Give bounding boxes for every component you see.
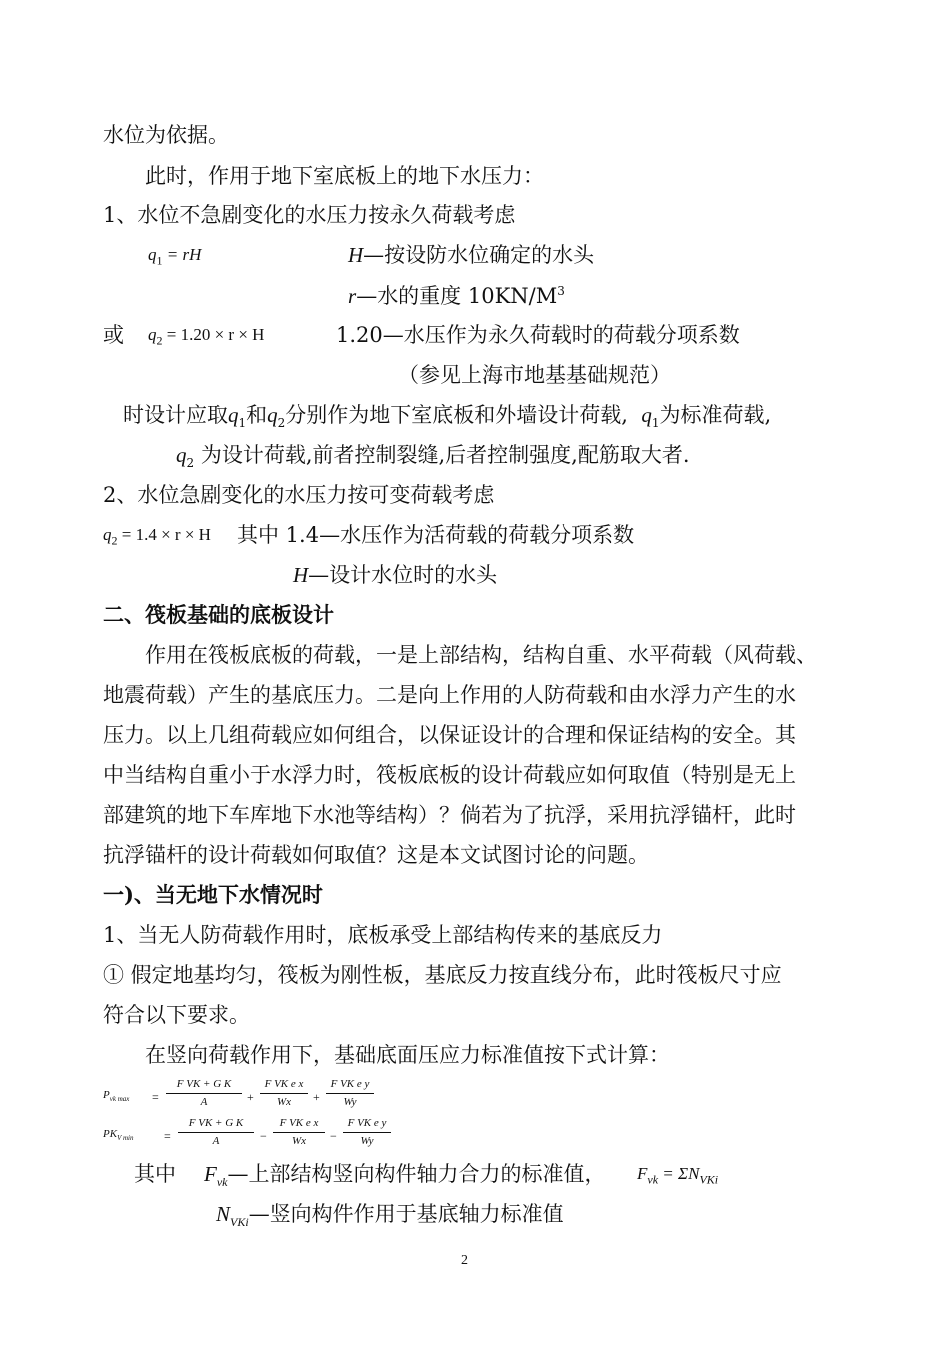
fraction-moment-y: F VK e y Wy: [343, 1116, 391, 1149]
formula-Fvk-sum: $F_{vk} = \Sigma N_{VKi}$: [637, 1164, 719, 1187]
paragraph-line: 抗浮锚杆的设计荷载如何取值？这是本文试图讨论的问题。: [103, 843, 649, 867]
text-line: 1、水位不急剧变化的水压力按永久荷载考虑: [103, 203, 516, 227]
definition-1-20: 1.20—水压作为永久荷载时的荷载分项系数: [336, 323, 740, 347]
where-label: 其中: [134, 1162, 176, 1186]
text-line: 符合以下要求。: [103, 1003, 250, 1027]
or-label: 或: [103, 323, 124, 347]
text-line: 此时，作用于地下室底板上的地下水压力：: [145, 164, 544, 188]
formula-pmin-label: $PK_{V min}$: [103, 1128, 134, 1143]
formula-q1: $q_1$ = rH: [148, 245, 202, 268]
formula-pmax-label: $P_{vk max}$: [103, 1089, 130, 1104]
fraction-moment-x: F VK e x Wx: [260, 1077, 308, 1110]
minus-sign: −: [260, 1129, 267, 1143]
section-heading: 二、筏板基础的底板设计: [103, 602, 334, 627]
subsection-heading: 一)、当无地下水情况时: [103, 882, 323, 907]
fraction-moment-y: F VK e y Wy: [326, 1077, 374, 1110]
definition-r: r—水的重度 $10KN/M^3$: [348, 284, 565, 308]
paragraph-line: 部建筑的地下车库地下水池等结构）？倘若为了抗浮，采用抗浮锚杆，此时: [103, 803, 796, 827]
page-number: 2: [461, 1253, 468, 1268]
paragraph-line: 中当结构自重小于水浮力时，筏板底板的设计荷载应如何取值（特别是无上: [103, 763, 796, 787]
plus-sign: +: [313, 1090, 320, 1104]
fraction-axial: F VK + G K A: [178, 1116, 254, 1149]
formula-q2-variable: $q_2 = 1.4 \times r \times H$: [103, 525, 211, 548]
fraction-axial: F VK + G K A: [166, 1077, 242, 1110]
definition-H-design: H—设计水位时的水头: [293, 563, 498, 587]
formula-q2: $q_2 = 1.20 \times r \times H$: [148, 325, 265, 348]
minus-sign: −: [330, 1129, 337, 1143]
definition-H: H—按设防水位确定的水头: [348, 243, 595, 267]
text-line: $q_2$ 为设计荷载,前者控制裂缝,后者控制强度,配筋取大者.: [176, 443, 690, 471]
plus-sign: +: [247, 1090, 254, 1104]
definition-1-4: 其中 1.4—水压作为活荷载的荷载分项系数: [237, 523, 635, 547]
paragraph-line: 作用在筏板底板的荷载，一是上部结构，结构自重、水平荷载（风荷载、: [145, 643, 817, 667]
equals-sign: =: [164, 1129, 171, 1143]
text-line: ① 假定地基均匀，筏板为刚性板，基底反力按直线分布，此时筏板尺寸应: [103, 963, 782, 987]
text-line: 水位为依据。: [103, 123, 229, 147]
fraction-moment-x: F VK e x Wx: [273, 1116, 325, 1149]
paragraph-line: 压力。以上几组荷载应如何组合，以保证设计的合理和保证结构的安全。其: [103, 723, 796, 747]
text-line: （参见上海市地基基础规范）: [398, 363, 671, 387]
definition-NVKi: $N_{VKi}—$竖向构件作用于基底轴力标准值: [216, 1202, 564, 1230]
definition-Fvk: $F_{vk}—$上部结构竖向构件轴力合力的标准值，: [204, 1162, 606, 1190]
paragraph-line: 地震荷载）产生的基底压力。二是向上作用的人防荷载和由水浮力产生的水: [103, 683, 796, 707]
text-line: 在竖向荷载作用下，基础底面压应力标准值按下式计算：: [145, 1043, 670, 1067]
text-line: 1、当无人防荷载作用时，底板承受上部结构传来的基底反力: [103, 923, 663, 947]
equals-sign: =: [152, 1090, 159, 1104]
text-line: 2、水位急剧变化的水压力按可变荷载考虑: [103, 483, 495, 507]
text-line: 时设计应取$q_1$和$q_2$分别作为地下室底板和外墙设计荷载, $q_1$为标准荷载,: [123, 403, 772, 431]
